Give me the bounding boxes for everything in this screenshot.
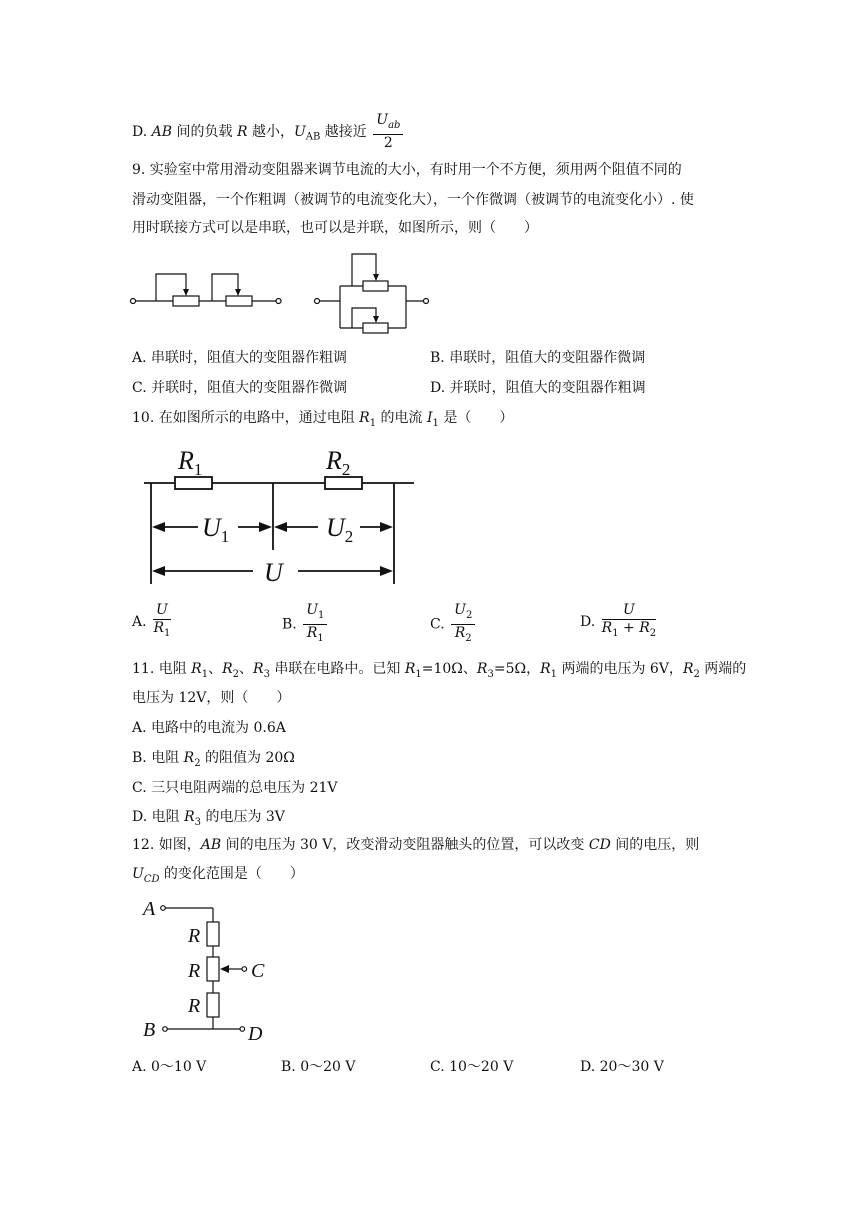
q11-stem-line-2: 电压为 12V，则（ ）	[132, 690, 291, 706]
q11-option-a[interactable]: A. 电路中的电流为 0.6A	[132, 720, 286, 736]
svg-text:U1: $U_1$	[202, 513, 230, 546]
q12-circuit-diagram	[140, 896, 280, 1045]
q9-option-b[interactable]: B. 串联时，阻值大的变阻器作微调	[430, 350, 646, 366]
q11-option-d[interactable]: D. 电阻 $R_3$ 的电压为 3V	[132, 809, 285, 828]
svg-text:D: D	[248, 1023, 263, 1045]
q11-option-b[interactable]: B. 电阻 $R_2$ 的阻值为 20Ω	[132, 750, 295, 769]
q12-stem-line-1: 12. 如图，AB 间的电压为 30 V，改变滑动变阻器触头的位置，可以改变 CD 间的电压，则	[132, 837, 700, 853]
svg-text:C: C	[251, 960, 265, 982]
q11-stem-line-1: 11. 电阻 $R_1$、$R_2$、$R_3$ 串联在电路中。已知 $R_1=10\Omega$、$R_3=5\Omega$，$R_1$ 两端的电压为 6V，$R_2$ 两端的	[132, 661, 747, 680]
q9-parallel-circuit-diagram	[312, 248, 432, 333]
svg-text:A: A	[143, 898, 156, 920]
svg-text:R: R	[188, 960, 201, 982]
q12-option-d[interactable]: D. 20～30 V	[580, 1059, 664, 1075]
q9-option-d[interactable]: D. 并联时，阻值大的变阻器作粗调	[430, 380, 646, 396]
q8-option-d: D. AB 间的负载 R 越小，$U_{AB}$ 越接近 $\frac{U_{ab}}{2}$	[132, 112, 405, 152]
svg-text:R2: $R_2$	[326, 446, 351, 479]
q12-stem-line-2: $U_{CD}$ 的变化范围是（ ）	[132, 866, 304, 885]
svg-text:R: R	[188, 925, 201, 947]
q12-option-b[interactable]: B. 0～20 V	[281, 1059, 356, 1075]
svg-text:U2: $U_2$	[326, 513, 354, 546]
q12-option-c[interactable]: C. 10～20 V	[430, 1059, 514, 1075]
svg-text:U: U	[264, 558, 283, 587]
q9-line-1: 9. 实验室中常用滑动变阻器来调节电流的大小，有时用一个不方便，须用两个阻值不同的	[132, 162, 682, 178]
fraction-uab-over-2: $\frac{U_{ab}}{2}$	[373, 112, 403, 152]
q9-option-c[interactable]: C. 并联时，阻值大的变阻器作微调	[132, 380, 348, 396]
q9-line-2: 滑动变阻器，一个作粗调（被调节的电流变化大），一个作微调（被调节的电流变化小）. 使	[132, 192, 694, 208]
q10-option-d[interactable]: D. $\frac{U}{R_1 + R_2}$	[580, 602, 657, 639]
q11-option-c[interactable]: C. 三只电阻两端的总电压为 21V	[132, 780, 338, 796]
svg-text:R1: $R_1$	[178, 446, 203, 479]
q10-circuit-diagram	[138, 438, 428, 588]
q9-series-circuit-diagram	[128, 265, 288, 325]
q12-option-a[interactable]: A. 0～10 V	[132, 1059, 207, 1075]
q10-stem: 10. 在如图所示的电路中，通过电阻 $R_1$ 的电流 $I_1$ 是（ ）	[132, 410, 514, 429]
svg-text:R: R	[188, 995, 201, 1017]
q9-option-a[interactable]: A. 串联时，阻值大的变阻器作粗调	[132, 350, 348, 366]
q10-option-a[interactable]: A. $\frac{U}{R_1}$	[132, 602, 171, 639]
svg-text:B: B	[143, 1019, 156, 1041]
q9-line-3: 用时联接方式可以是串联，也可以是并联，如图所示，则（ ）	[132, 220, 538, 236]
q10-option-b[interactable]: B. $\frac{U_1}{R_1}$	[282, 602, 329, 647]
q10-option-c[interactable]: C. $\frac{U_2}{R_2}$	[430, 602, 477, 647]
